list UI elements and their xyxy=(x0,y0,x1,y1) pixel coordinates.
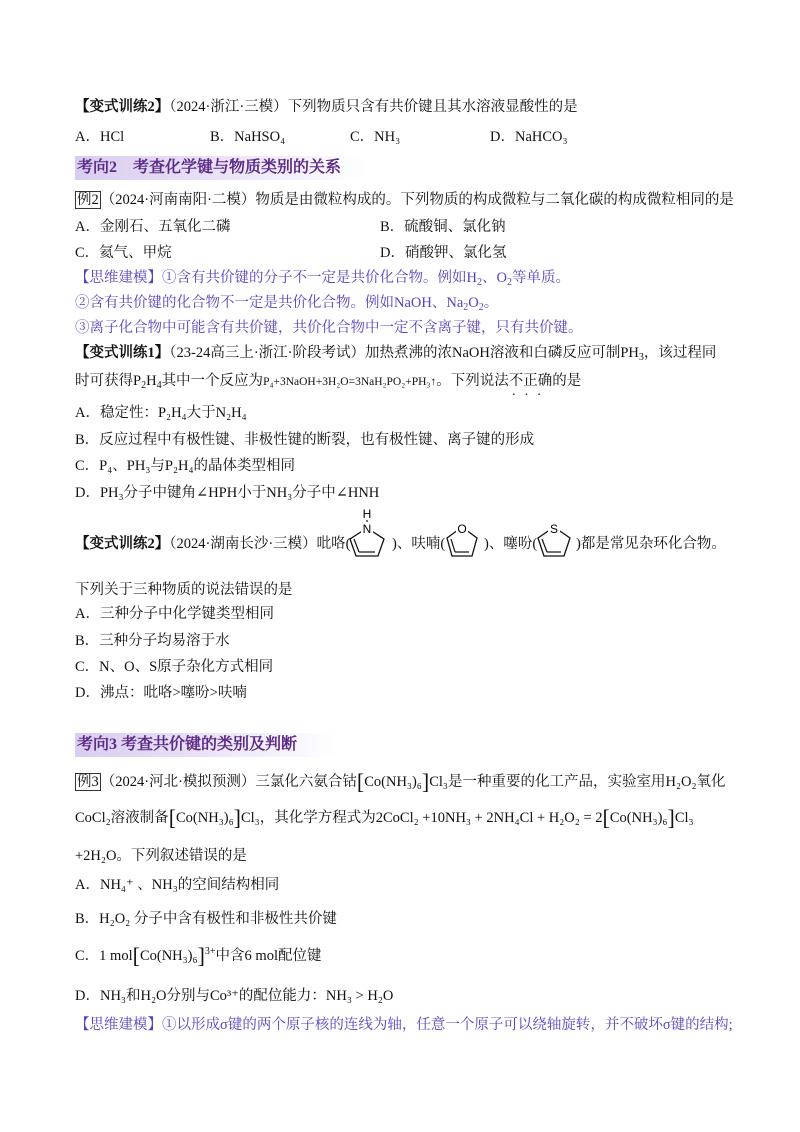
variant-training-2-stem xyxy=(75,97,735,117)
text: )、呋喃( xyxy=(392,536,446,552)
text: 。下列说法 xyxy=(436,373,509,389)
text: 。 xyxy=(483,295,499,311)
variant-training-2-line xyxy=(75,534,351,554)
variant-training-1-line-1: 【变式训练1】（23-24高三上·浙江·阶段考试）加热煮沸的浓NaOH溶液和白磷反应可制$PH_3$，该过程同 xyxy=(75,345,717,363)
option-d: D．NH₃和H₂O分别与Co³⁺的配位能力：NH₃ > H₂O xyxy=(75,988,394,1004)
variant-label: 【变式训练2】 xyxy=(75,536,170,552)
complex-formula: Co(NH₃)₆ xyxy=(139,948,198,964)
text: 时可获得P xyxy=(75,373,142,389)
option-c: C．1 $mol[Co(NH_3)_6]^{3+}$中含6 mol配位键 xyxy=(75,943,322,968)
text: 【思维建模】①含有共价键的分子不一定是共价化合物。例如H xyxy=(75,270,477,286)
option-d: D．NaHCO₃ xyxy=(490,129,568,145)
option-a: A．HCl xyxy=(75,129,125,145)
question-text: （2024·浙江·三模）下列物质只含有共价键且其水溶液显酸性的是 xyxy=(169,99,578,115)
option-a: A．稳定性：P₂H₄大于N₂H₄ xyxy=(75,405,247,421)
option-b: B．NaHSO₄ xyxy=(210,129,286,145)
nitrogen-label: N xyxy=(362,522,372,536)
hydrogen-label: H xyxy=(362,508,372,521)
text: 的是 xyxy=(552,373,582,389)
text: Cl₃ xyxy=(674,810,694,826)
text: 等单质。 xyxy=(511,270,570,286)
text: C．1 mol xyxy=(75,948,133,964)
option-b: B．H₂O₂ 分子中含有极性和非极性共价键 xyxy=(75,911,337,927)
oxygen-label: O xyxy=(457,522,467,536)
text: Cl₃ xyxy=(240,810,260,826)
complex-formula: Co(NH₃)₆ xyxy=(364,774,422,790)
variant-label: 【变式训练2】 xyxy=(75,99,170,115)
variant-label: 【变式训练1】 xyxy=(75,345,170,361)
text: CoCl₂溶液制备 xyxy=(75,810,169,826)
option-b: B．三种分子均易溶于水 xyxy=(75,633,230,649)
example-label: 例3 xyxy=(77,774,99,790)
text: O xyxy=(468,295,479,311)
example-3-line-1: 例3 （2024·河北·模拟预测）三氯化六氨合钴[Co(NH₃)₆]Cl₃是一种重要的化工产品，实验室用H₂O₂氧化 xyxy=(77,769,726,794)
text: )都是常见杂环化合物。 xyxy=(576,536,726,552)
text: ②含有共价键的化合物不一定是共价化合物。例如NaOH、Na xyxy=(75,295,464,311)
text: Cl₃ xyxy=(429,774,448,790)
section-heading-2: 考向2 考查化学键与物质类别的关系 xyxy=(75,156,367,180)
text: （23-24高三上·浙江·阶段考试）加热煮沸的浓NaOH溶液和白磷反应可制PH xyxy=(169,345,639,361)
section-heading-3: 考向3 考查共价键的类别及判断 xyxy=(75,733,337,757)
example-3-line-3: +2H₂O。下列叙述错误的是 xyxy=(75,848,247,864)
text: )、噻吩( xyxy=(484,536,538,552)
option-a: A．三种分子中化学键类型相同 xyxy=(75,606,274,622)
option-c: C．氦气、甲烷 xyxy=(75,245,172,261)
sulfur-label: S xyxy=(549,522,559,536)
text: （2024·湖南长沙·三模）吡咯( xyxy=(169,536,351,552)
question-text: （2024·河南南阳·二模）物质是由微粒构成的。下列物质的构成微粒与二氧化碳的构成微粒相同的是 xyxy=(100,192,734,208)
thiophene-structure xyxy=(532,522,576,562)
option-b: B．反应过程中有极性键、非极性键的断裂，也有极性键、离子键的形成 xyxy=(75,432,535,448)
thinking-model-line-2: ②含有共价键的化合物不一定是共价化合物。例如NaOH、$Na_2O_2$。 xyxy=(75,295,499,313)
thinking-model-sigma: 【思维建模】①以形成σ键的两个原子核的连线为轴，任意一个原子可以绕轴旋转，并不破坏σ键的结构; xyxy=(75,1017,733,1033)
option-c: C．NH₃ xyxy=(350,129,401,145)
thinking-model-line-3: ③离子化合物中可能含有共价键，共价化合物中一定不含离子键，只有共价键。 xyxy=(75,320,583,336)
charge: 3+ xyxy=(204,946,216,957)
text: 是一种重要的化工产品，实验室用H₂O₂氧化 xyxy=(447,774,726,790)
text: 其中一个反应为 xyxy=(161,373,264,389)
option-c: C．N、O、S原子杂化方式相同 xyxy=(75,659,274,675)
text: 、O xyxy=(481,270,507,286)
option-a: A．NH₄⁺ 、NH₃的空间结构相同 xyxy=(75,877,280,893)
question-text: 下列关于三种物质的说法错误的是 xyxy=(75,582,293,598)
emphasis-not-correct: 不正确 ··· xyxy=(508,373,553,403)
example-3-line-2: CoCl₂溶液制备[Co(NH₃)₆]Cl₃，其化学方程式为2CoCl₂ +10NH₃ + 2NH₄Cl + H₂O₂ = 2[Co(NH₃)₆]Cl₃ xyxy=(75,805,694,830)
option-d: D．硝酸钾、氯化氢 xyxy=(380,245,507,261)
reaction-equation: P₄+3NaOH+3H₂O=3NaH₂PO₂+PH₃↑ xyxy=(263,376,437,388)
text: ，该过程同 xyxy=(643,345,717,361)
text: 中含6 mol配位键 xyxy=(215,948,322,964)
option-d: D．PH₃分子中键角∠HPH小于NH₃分子中∠HNH xyxy=(75,485,380,501)
example-2-stem xyxy=(75,190,735,210)
example-label: 例2 xyxy=(77,192,99,208)
option-d: D．沸点：吡咯>噻吩>呋喃 xyxy=(75,685,247,701)
text: ，其化学方程式为2CoCl₂ +10NH₃ + 2NH₄Cl + H₂O₂ = 2 xyxy=(259,810,603,826)
complex-formula: Co(NH₃)₆ xyxy=(609,810,668,826)
text: （2024·河北·模拟预测）三氯化六氨合钴 xyxy=(100,774,357,790)
option-a: A．金刚石、五氧化二磷 xyxy=(75,219,231,235)
text: H xyxy=(146,373,157,389)
pyrrole-structure xyxy=(342,508,392,560)
option-c: C．P₄、PH₃与P₂H₄的晶体类型相同 xyxy=(75,458,296,474)
thinking-model-line-1: 【思维建模】①含有共价键的分子不一定是共价化合物。例如$H_2$、$O_2$等单质。 xyxy=(75,270,570,288)
variant-training-1-line-2: 时可获得$P_2H_4$其中一个反应为P₄+3NaOH+3H₂O=3NaH₂PO₂+PH₃↑。下列说法不正确 ··· 的是 xyxy=(75,373,582,403)
furan-structure xyxy=(442,522,482,562)
text: 不正确 xyxy=(508,373,553,389)
option-b: B．硫酸铜、氯化钠 xyxy=(380,219,506,235)
complex-formula: Co(NH₃)₆ xyxy=(176,810,234,826)
